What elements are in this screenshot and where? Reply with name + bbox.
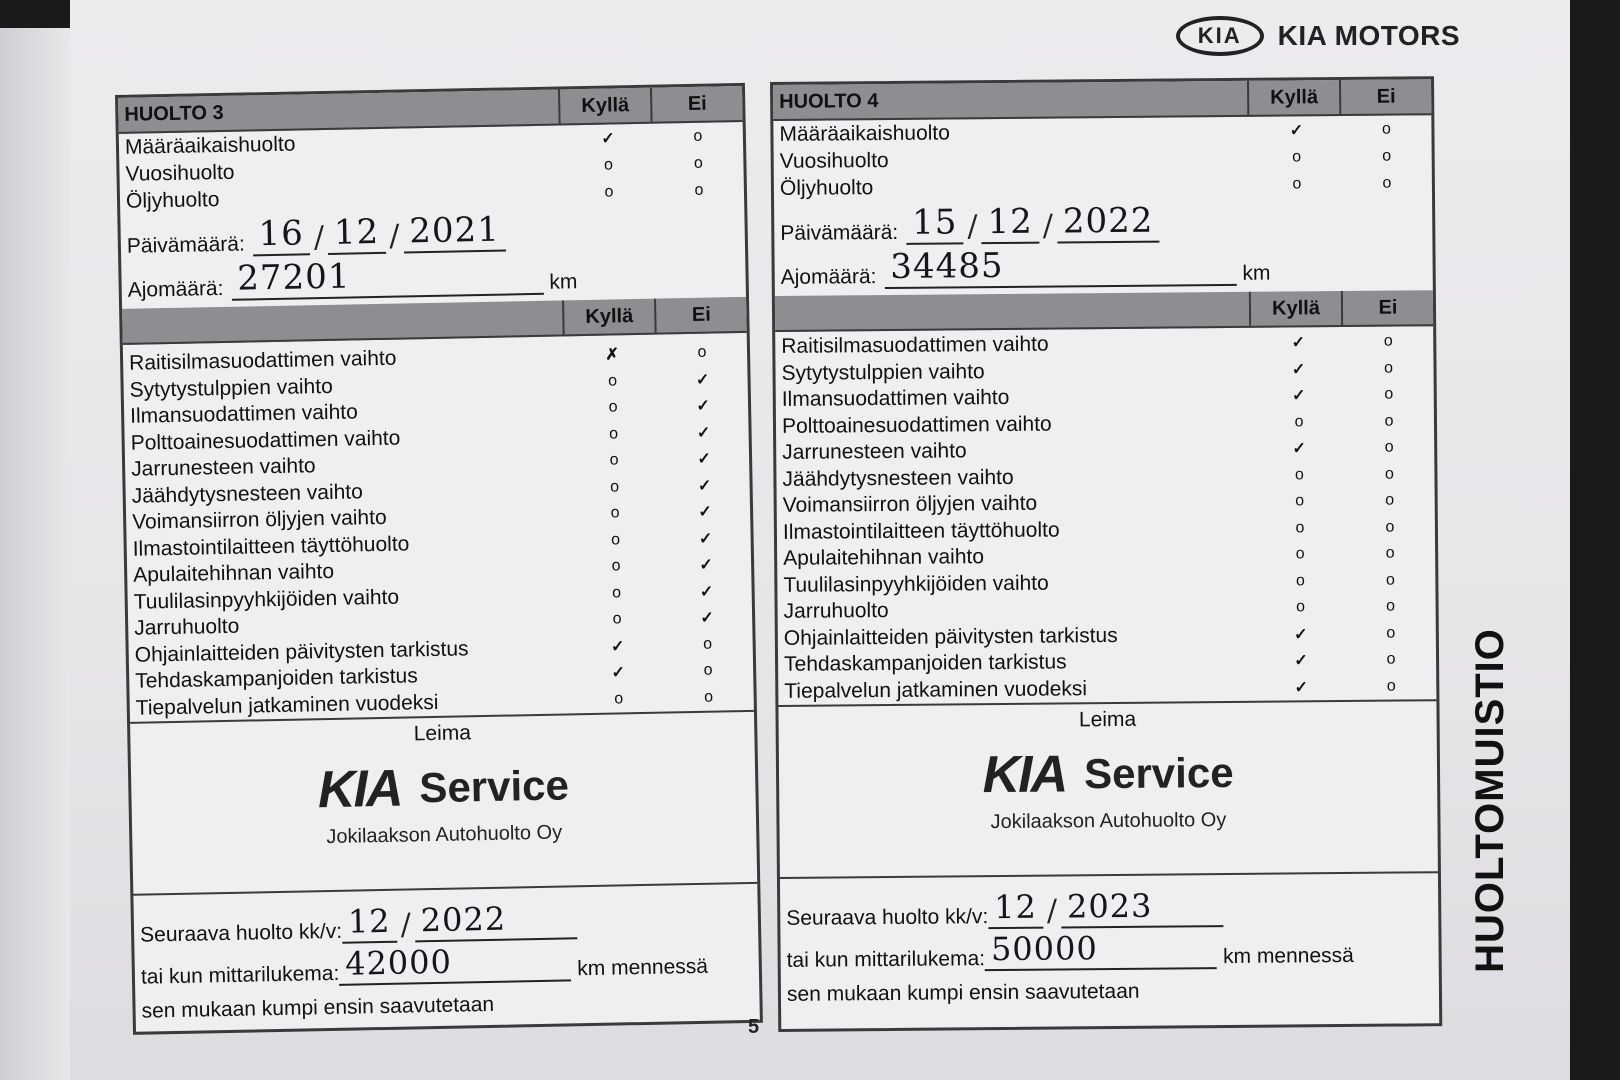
next-service-label: Seuraava huolto kk/v: xyxy=(786,905,989,930)
circle-option-icon[interactable]: o xyxy=(694,181,704,199)
item-label: Apulaitehihnan vaihto xyxy=(133,560,335,587)
checkmark-icon[interactable]: ✓ xyxy=(611,664,626,682)
odometer-label: tai kun mittarilukema: xyxy=(140,961,340,989)
kia-logo-icon: KIA xyxy=(982,745,1067,805)
odometer-value: 50000 xyxy=(985,927,1217,971)
mileage-label: Ajomäärä: xyxy=(127,276,224,302)
date-field: Päivämäärä: 15 / 12 / 2022 xyxy=(774,196,1432,246)
circle-option-icon[interactable]: o xyxy=(693,154,704,172)
checkmark-icon[interactable]: ✓ xyxy=(698,530,713,548)
company-name: Jokilaakson Autohuolto Oy xyxy=(990,809,1227,834)
checkmark-icon[interactable]: ✓ xyxy=(610,638,625,656)
item-label: Ohjainlaitteiden päivitysten tarkistus xyxy=(134,637,469,667)
date-year: 2021 xyxy=(403,210,506,254)
next-month: 12 xyxy=(341,901,397,944)
circle-option-icon[interactable]: o xyxy=(704,688,714,706)
mileage-unit: km xyxy=(549,270,578,294)
circle-option-icon[interactable]: o xyxy=(611,531,621,549)
service-text: Service xyxy=(1083,748,1234,798)
column-yes: Kyllä xyxy=(558,88,651,124)
checkmark-icon[interactable]: ✓ xyxy=(1294,679,1309,697)
kia-service-stamp xyxy=(779,741,1437,807)
odometer-label: tai kun mittarilukema: xyxy=(786,947,986,972)
next-month: 12 xyxy=(988,887,1043,929)
checkmark-icon[interactable]: ✓ xyxy=(601,129,615,148)
page-number: 5 xyxy=(748,1016,760,1038)
circle-option-icon[interactable]: o xyxy=(703,661,713,680)
task-list xyxy=(123,333,754,722)
item-label: Tuulilasinpyyhkijöiden vaihto xyxy=(783,571,1049,597)
item-label: Tuulilasinpyyhkijöiden vaihto xyxy=(133,585,400,614)
previous-page-edge xyxy=(0,28,70,1080)
card-header xyxy=(773,79,1431,121)
column-yes: Kyllä xyxy=(562,299,655,335)
tasks-header xyxy=(775,290,1433,332)
circle-option-icon[interactable]: o xyxy=(611,557,621,575)
item-label: Polttoainesuodattimen vaihto xyxy=(130,426,401,455)
item-label: Jarrunesteen vaihto xyxy=(130,454,316,482)
checkmark-icon[interactable]: ✓ xyxy=(1292,440,1307,458)
item-label: Tiepalvelun jatkaminen vuodeksi xyxy=(784,677,1088,703)
circle-option-icon[interactable]: o xyxy=(1292,147,1302,165)
side-title-text: HUOLTOMUISTIO xyxy=(1467,627,1512,973)
item-label: Jäähdytysnesteen vaihto xyxy=(782,465,1014,491)
item-label: Määräaikaishuolto xyxy=(779,120,950,146)
item-label: Vuosihuolto xyxy=(779,148,889,173)
circle-option-icon[interactable]: o xyxy=(609,478,620,496)
circle-option-icon[interactable]: o xyxy=(1386,650,1396,668)
item-label: Öljyhuolto xyxy=(125,187,220,213)
brand-name: KIA MOTORS xyxy=(1277,20,1460,51)
service-type-list xyxy=(119,122,744,215)
kia-oval-logo-icon: KIA xyxy=(1176,16,1264,56)
service-type-list xyxy=(773,115,1432,202)
item-label: Vuosihuolto xyxy=(125,160,235,186)
item-label: Sytytystulppien vaihto xyxy=(129,374,333,402)
next-year: 2022 xyxy=(414,897,577,942)
circle-option-icon[interactable]: o xyxy=(1385,518,1395,536)
circle-option-icon[interactable]: o xyxy=(1381,120,1391,138)
card-title: HUOLTO 4 xyxy=(779,89,879,113)
stamp-area xyxy=(130,710,757,896)
checkmark-icon[interactable]: ✓ xyxy=(697,450,711,469)
kia-motors-logo xyxy=(1176,16,1460,56)
item-label: Ilmansuodattimen vaihto xyxy=(781,386,1010,412)
circle-option-icon[interactable]: o xyxy=(607,372,618,390)
circle-option-icon[interactable]: o xyxy=(1385,571,1395,589)
circle-option-icon[interactable]: o xyxy=(1295,519,1305,537)
service-card-huolto-3 xyxy=(115,83,763,1035)
circle-option-icon[interactable]: o xyxy=(1295,492,1305,510)
circle-option-icon[interactable]: o xyxy=(1385,491,1395,509)
item-label: Voimansiirron öljyjen vaihto xyxy=(782,491,1038,518)
item-label: Sytytystulppien vaihto xyxy=(781,359,985,385)
stamp-area xyxy=(778,699,1437,879)
item-label: Määräaikaishuolto xyxy=(124,132,296,159)
next-service-section xyxy=(133,884,760,1034)
date-month: 12 xyxy=(328,212,386,255)
checkmark-icon[interactable]: ✓ xyxy=(700,609,715,628)
next-service-date: Seuraava huolto kk/v: 12 / 2022 xyxy=(140,894,753,948)
checkmark-icon[interactable]: ✓ xyxy=(696,397,710,416)
kia-service-stamp xyxy=(131,752,756,824)
checkmark-icon[interactable]: ✓ xyxy=(1294,652,1308,670)
item-label: Ilmastointilaitteen täyttöhuolto xyxy=(782,518,1060,544)
column-no: Ei xyxy=(1339,79,1431,114)
circle-option-icon[interactable]: o xyxy=(1295,545,1305,563)
circle-option-icon[interactable]: o xyxy=(1385,544,1395,562)
column-yes: Kyllä xyxy=(1249,291,1341,326)
circle-option-icon[interactable]: o xyxy=(612,584,622,602)
item-label: Ohjainlaitteiden päivitysten tarkistus xyxy=(783,623,1118,650)
circle-option-icon[interactable]: o xyxy=(1292,174,1302,192)
circle-option-icon[interactable]: o xyxy=(693,127,703,145)
service-text: Service xyxy=(418,761,570,812)
checkmark-icon[interactable]: ✓ xyxy=(1291,387,1306,405)
date-day: 16 xyxy=(252,213,310,256)
next-service-date: Seuraava huolto kk/v: 12 / 2023 xyxy=(786,883,1432,931)
item-label: Tehdaskampanjoiden tarkistus xyxy=(135,664,418,693)
item-label: Raitisilmasuodattimen vaihto xyxy=(781,332,1049,359)
circle-option-icon[interactable]: o xyxy=(697,343,707,362)
checkmark-icon[interactable]: ✓ xyxy=(1291,361,1306,379)
next-service-section xyxy=(780,873,1439,1017)
circle-option-icon[interactable]: o xyxy=(604,182,614,201)
circle-option-icon[interactable]: o xyxy=(703,635,713,653)
item-label: Raitisilmasuodattimen vaihto xyxy=(128,346,397,376)
date-day: 15 xyxy=(906,202,964,244)
mileage-label: Ajomäärä: xyxy=(780,265,877,289)
column-yes: Kyllä xyxy=(1247,80,1339,115)
checkmark-icon[interactable]: ✓ xyxy=(699,556,714,575)
circle-option-icon[interactable]: o xyxy=(1383,332,1393,350)
item-label: Voimansiirron öljyjen vaihto xyxy=(131,506,387,534)
column-no: Ei xyxy=(654,297,747,333)
circle-option-icon[interactable]: o xyxy=(1383,359,1394,377)
circle-option-icon[interactable]: o xyxy=(603,155,614,174)
circle-option-icon[interactable]: o xyxy=(612,610,622,628)
circle-option-icon[interactable]: o xyxy=(1294,413,1304,431)
item-label: Jäähdytysnesteen vaihto xyxy=(131,480,364,508)
odometer-unit: km mennessä xyxy=(577,954,709,981)
item-label: Tehdaskampanjoiden tarkistus xyxy=(783,650,1067,677)
circle-option-icon[interactable]: o xyxy=(608,425,619,443)
next-service-label: Seuraava huolto kk/v: xyxy=(139,919,343,947)
mileage-field xyxy=(774,240,1432,290)
circle-option-icon[interactable]: o xyxy=(1382,147,1392,165)
mileage-value: 27201 xyxy=(231,253,544,301)
checkmark-icon[interactable]: ✓ xyxy=(1289,121,1304,139)
mileage-unit: km xyxy=(1242,261,1271,285)
circle-option-icon[interactable]: o xyxy=(1296,598,1306,616)
item-label: Jarruhuolto xyxy=(134,614,240,640)
circle-option-icon[interactable]: o xyxy=(1294,466,1304,484)
date-field: Päivämäärä: 16 / 12 / 2021 xyxy=(120,203,745,259)
checkmark-icon[interactable]: ✓ xyxy=(699,583,714,601)
checkmark-icon[interactable]: ✓ xyxy=(1291,334,1306,352)
item-label: Öljyhuolto xyxy=(779,175,874,200)
item-label: Jarruhuolto xyxy=(783,599,889,624)
circle-option-icon[interactable]: o xyxy=(1384,465,1394,483)
card-title: HUOLTO 3 xyxy=(124,101,224,126)
circle-option-icon[interactable]: o xyxy=(609,451,619,469)
stamp-label: Leima xyxy=(1078,707,1137,732)
mileage-value: 34485 xyxy=(884,244,1236,289)
stamp-label: Leima xyxy=(413,721,472,746)
side-title xyxy=(1467,610,1512,990)
checkmark-icon[interactable]: ✓ xyxy=(697,477,712,495)
checkmark-icon[interactable]: ✗ xyxy=(605,346,619,364)
task-list xyxy=(775,326,1436,705)
item-label: Ilmansuodattimen vaihto xyxy=(129,400,358,429)
item-label: Polttoainesuodattimen vaihto xyxy=(781,412,1052,438)
circle-option-icon[interactable]: o xyxy=(610,504,620,522)
checkmark-icon[interactable]: ✓ xyxy=(696,424,711,442)
service-card-huolto-4 xyxy=(770,76,1442,1032)
odometer-unit: km mennessä xyxy=(1222,943,1354,969)
circle-option-icon[interactable]: o xyxy=(608,398,618,416)
footer-note: sen mukaan kumpi ensin saavutetaan xyxy=(786,979,1140,1006)
odometer-value: 42000 xyxy=(339,939,572,985)
date-label: Päivämäärä: xyxy=(780,220,899,245)
circle-option-icon[interactable]: o xyxy=(1384,385,1394,403)
company-name: Jokilaakson Autohuolto Oy xyxy=(326,821,563,849)
item-label: Apulaitehihnan vaihto xyxy=(783,545,985,571)
checkmark-icon[interactable]: ✓ xyxy=(1294,626,1308,644)
kia-logo-icon: KIA xyxy=(317,759,402,820)
column-no: Ei xyxy=(650,86,743,122)
item-label: Jarrunesteen vaihto xyxy=(782,439,967,465)
circle-option-icon[interactable]: o xyxy=(1384,438,1394,456)
date-year: 2022 xyxy=(1057,201,1160,244)
next-odometer xyxy=(786,925,1432,973)
checkmark-icon[interactable]: ✓ xyxy=(695,371,710,389)
circle-option-icon[interactable]: o xyxy=(1382,174,1392,192)
footer-note: sen mukaan kumpi ensin saavutetaan xyxy=(141,992,495,1023)
item-label: Tiepalvelun jatkaminen vuodeksi xyxy=(135,690,439,720)
circle-option-icon[interactable]: o xyxy=(1384,412,1394,430)
circle-option-icon[interactable]: o xyxy=(614,690,624,708)
circle-option-icon[interactable]: o xyxy=(1386,677,1396,695)
date-label: Päivämäärä: xyxy=(126,232,245,258)
next-year: 2023 xyxy=(1061,885,1223,928)
circle-option-icon[interactable]: o xyxy=(1295,572,1305,590)
item-label: Ilmastointilaitteen täyttöhuolto xyxy=(132,532,410,561)
booklet-page xyxy=(70,0,1570,1080)
date-month: 12 xyxy=(981,202,1039,244)
circle-option-icon[interactable]: o xyxy=(1386,624,1396,642)
column-no: Ei xyxy=(1341,290,1433,325)
checkmark-icon[interactable]: ✓ xyxy=(698,503,712,522)
circle-option-icon[interactable]: o xyxy=(1386,597,1396,615)
